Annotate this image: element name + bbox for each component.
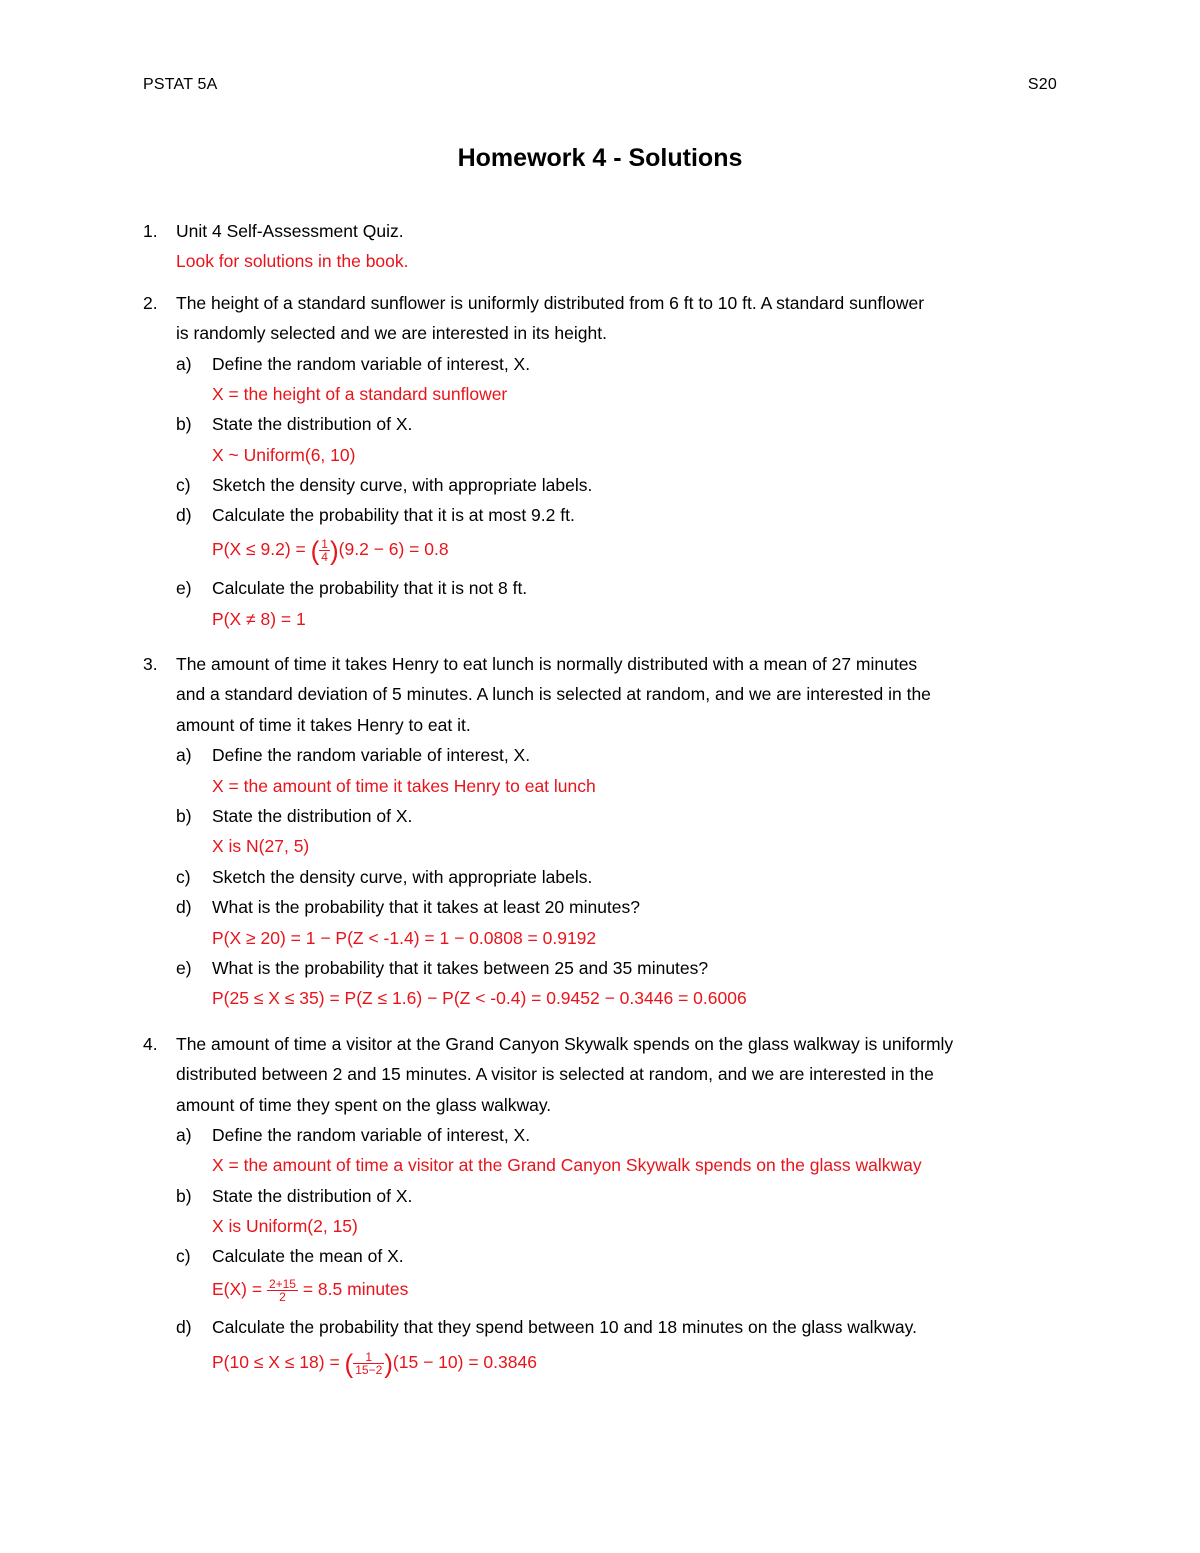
q4-d-label: d): [176, 1317, 192, 1337]
q2-c-text: Sketch the density curve, with appropriate labels.: [212, 475, 593, 495]
q3-text-2: and a standard deviation of 5 minutes. A lunch is selected at random, and we are interested in the: [176, 684, 931, 704]
q4-b-text: State the distribution of X.: [212, 1186, 413, 1206]
q2-b-label: b): [176, 414, 192, 434]
q4-c-answer-rhs: = 8.5 minutes: [297, 1279, 409, 1300]
q2-a-label: a): [176, 354, 192, 374]
q2-text-2: is randomly selected and we are interested in its height.: [176, 323, 607, 343]
q3-e-text: What is the probability that it takes between 25 and 35 minutes?: [212, 958, 709, 978]
q4-c-fraction: [267, 1278, 298, 1303]
q2-c-label: c): [176, 475, 191, 495]
q2-e-label: e): [176, 578, 192, 598]
q3-c-label: c): [176, 867, 191, 887]
q2-a-answer: X = the height of a standard sunflower: [212, 384, 508, 404]
fraction-denominator: 2: [279, 1290, 286, 1304]
q3-text-1: The amount of time it takes Henry to eat lunch is normally distributed with a mean of 27 minutes: [176, 654, 918, 674]
q2-e-answer: P(X ≠ 8) = 1: [212, 609, 306, 629]
q4-b-answer: X is Uniform(2, 15): [212, 1216, 358, 1236]
q3-a-label: a): [176, 745, 192, 765]
q2-d-answer: P(X ≤ 9.2) = ( $\frac{1}{4}$ )(9.2 − 6) = 0.8: [212, 535, 449, 566]
q4-a-answer: X = the amount of time a visitor at the Grand Canyon Skywalk spends on the glass walkway: [212, 1155, 922, 1175]
q4-d-text: Calculate the probability that they spend between 10 and 18 minutes on the glass walkway.: [212, 1317, 917, 1337]
q2-text-1: The height of a standard sunflower is uniformly distributed from 6 ft to 10 ft. A standard sunflower: [176, 293, 925, 313]
q4-text-2: distributed between 2 and 15 minutes. A visitor is selected at random, and we are interested in the: [176, 1064, 934, 1084]
q2-e-text: Calculate the probability that it is not 8 ft.: [212, 578, 528, 598]
q1-text: Unit 4 Self-Assessment Quiz.: [176, 221, 404, 241]
q4-d-fraction: [353, 1351, 384, 1376]
q3-a-text: Define the random variable of interest, X.: [212, 745, 531, 765]
q4-a-label: a): [176, 1125, 192, 1145]
page-title: Homework 4 - Solutions: [457, 144, 743, 172]
q4-c-text: Calculate the mean of X.: [212, 1246, 404, 1266]
q4-text-3: amount of time they spent on the glass walkway.: [176, 1095, 552, 1115]
q3-b-label: b): [176, 806, 192, 826]
q3-d-label: d): [176, 897, 192, 917]
q1-number: 1.: [143, 221, 158, 241]
fraction-numerator: 1: [321, 537, 328, 551]
q3-e-label: e): [176, 958, 192, 978]
q4-text-1: The amount of time a visitor at the Grand Canyon Skywalk spends on the glass walkway is uniformly: [176, 1034, 954, 1054]
fraction-denominator: 15−2: [355, 1363, 383, 1377]
q2-d-fraction: [319, 538, 330, 563]
q4-a-text: Define the random variable of interest, X.: [212, 1125, 531, 1145]
q2-d-answer-rhs: (9.2 − 6) = 0.8: [338, 539, 449, 560]
q4-d-answer-lhs: P(10 ≤ X ≤ 18) =: [212, 1352, 345, 1373]
q3-text-3: amount of time it takes Henry to eat it.: [176, 715, 471, 735]
q4-b-label: b): [176, 1186, 192, 1206]
fraction-denominator: 4: [321, 550, 328, 564]
q3-b-answer: X is N(27, 5): [212, 836, 310, 856]
course-header: PSTAT 5A: [143, 76, 218, 93]
q2-d-text: Calculate the probability that it is at most 9.2 ft.: [212, 505, 575, 525]
q2-a-text: Define the random variable of interest, X.: [212, 354, 531, 374]
fraction-numerator: 1: [353, 1351, 384, 1364]
q3-b-text: State the distribution of X.: [212, 806, 413, 826]
term-header: S20: [1027, 76, 1057, 93]
q2-b-text: State the distribution of X.: [212, 414, 413, 434]
q3-a-answer: X = the amount of time it takes Henry to eat lunch: [212, 776, 596, 796]
q2-number: 2.: [143, 293, 158, 313]
q4-c-label: c): [176, 1246, 191, 1266]
fraction-numerator: 2+15: [268, 1277, 296, 1291]
q3-d-text: What is the probability that it takes at least 20 minutes?: [212, 897, 640, 917]
q3-d-answer: P(X ≥ 20) = 1 − P(Z < -1.4) = 1 − 0.0808 = 0.9192: [212, 928, 597, 948]
q1-answer: Look for solutions in the book.: [176, 251, 409, 271]
q2-b-answer: X ~ Uniform(6, 10): [212, 445, 356, 465]
q3-number: 3.: [143, 654, 158, 674]
q4-d-answer-rhs: (15 − 10) = 0.3846: [392, 1352, 537, 1373]
q2-d-label: d): [176, 505, 192, 525]
q4-c-answer-lhs: E(X) =: [212, 1279, 267, 1300]
q3-c-text: Sketch the density curve, with appropriate labels.: [212, 867, 593, 887]
q3-e-answer: P(25 ≤ X ≤ 35) = P(Z ≤ 1.6) − P(Z < -0.4) = 0.9452 − 0.3446 = 0.6006: [212, 988, 747, 1008]
q4-d-answer: P(10 ≤ X ≤ 18) = ( $\frac{1}{15-2}$ )(15 − 10) = 0.3846: [212, 1348, 537, 1379]
q4-c-answer: [212, 1278, 408, 1303]
q4-number: 4.: [143, 1034, 158, 1054]
q2-d-answer-lhs: P(X ≤ 9.2) =: [212, 539, 311, 560]
